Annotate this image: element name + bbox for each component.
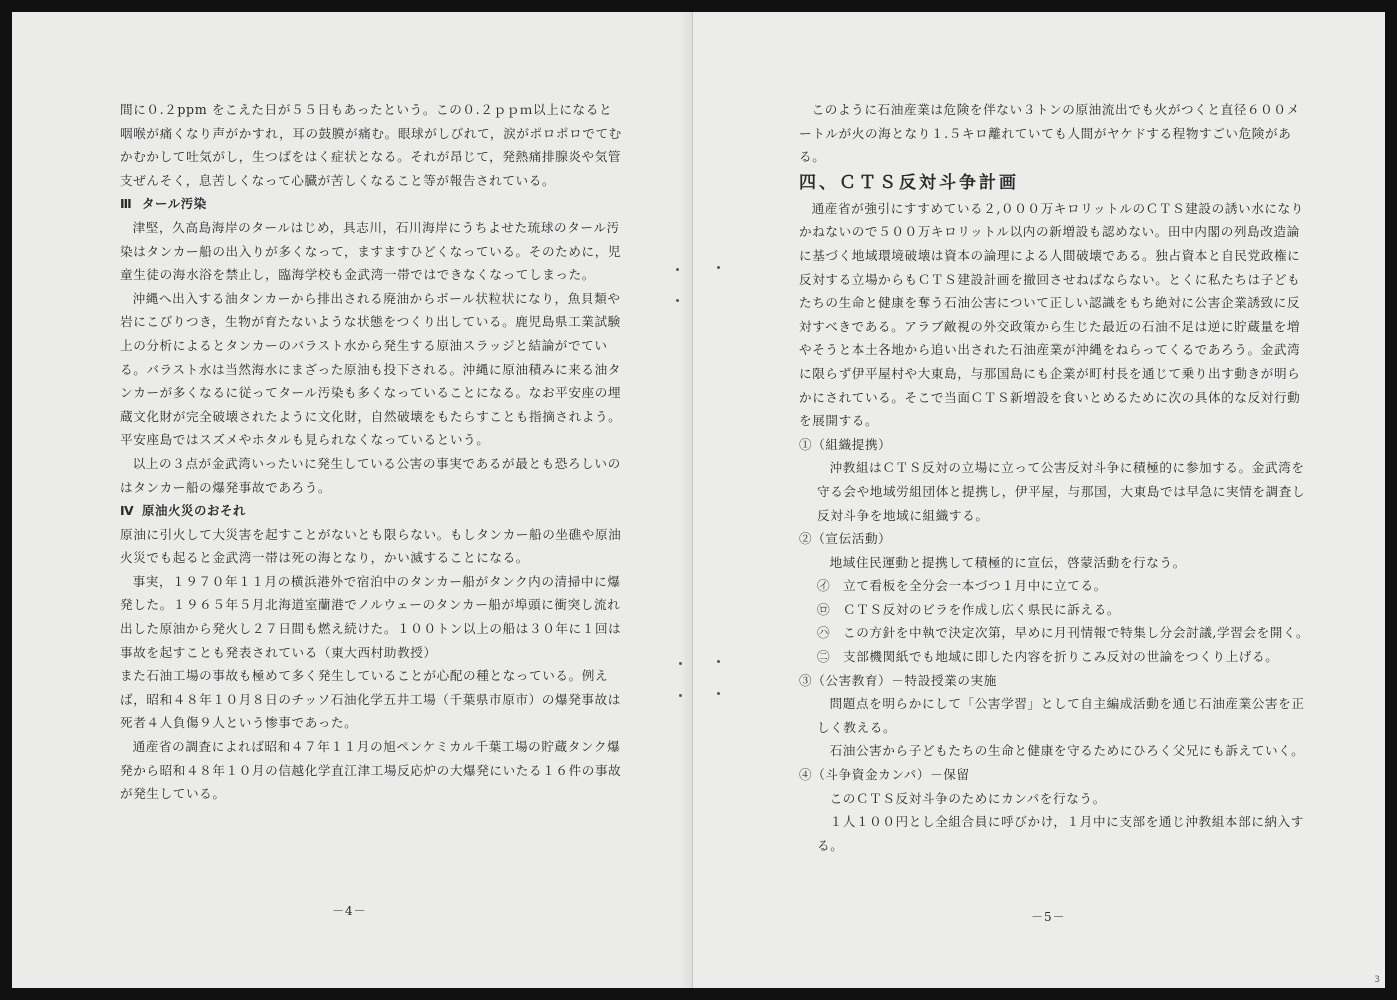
left-page [12,12,693,988]
left-paragraph-3: 沖縄へ出入する油タンカーから排出される廃油からボール状粒状になり，魚貝類や岩にこびりつき，生物が育たないような状態をつくり出している。鹿児島県工業試験上の分析によるとタンカーのバラスト水から発生する原油スラッジと結論がでている。バラスト水は当然海水にまざった原油も投下される。沖縄に原油積みに来る油タンカーが多くなるに従ってタール汚染も多くなっていることになる。なお平安座の埋蔵文化財が完全破壊されたように文化財，自然破壊をもたらすことも指摘されよう。 [120,290,622,424]
section-title: 原油火災のおそれ [142,503,246,519]
item-title: （宣伝活動） [812,531,892,547]
plan-item-1-body: 沖教組はＣＴＳ反対の立場に立って公害反対斗争に積極的に参加する。金武湾を守る会や地域労組団体と提携し，伊平屋，与那国，大東島では早急に実情を調査し反対斗争を地域に組織する。 [817,460,1306,523]
item-title: （斗争資金カンパ）－保留 [812,767,970,783]
plan-item-3 [799,669,1311,693]
binding-hole [717,266,720,269]
item-marker: ① [799,436,813,452]
left-paragraph-9: 通産省の調査によれば昭和４７年１１月の旭ペンケミカル千葉工場の貯蔵タンク爆発から昭和４８年１０月の信越化学直江津工場反応炉の大爆発にいたる１６件の事故が発生している。 [120,739,622,802]
item-marker: ④ [799,767,813,783]
binding-hole [717,692,720,695]
left-paragraph-6: 原油に引火して大災害を起すことがないとも限らない。もしタンカー船の坐礁や原油火災でも起ると金武湾一帯は死の海となり，かい滅することになる。 [120,526,622,566]
left-paragraph-4: 平安座島ではスズメやホタルも見られなくなっているという。 [120,432,490,448]
corner-mark: 3 [1374,975,1380,985]
subitem-marker: ㋩ [817,625,831,641]
left-paragraph-5: 以上の３点が金武湾いったいに発生している公害の事実であるが最とも恐ろしいのはタンカー船の爆発事故であろう。 [120,455,621,495]
subitem-text: この方針を中執で決定次第，早めに月刊情報で特集し分会討議,学習会を開く。 [843,625,1310,641]
plan-item-3-body-2: 石油公害から子どもたちの生命と健康を守るためにひろく父兄にも訴えていく。 [829,743,1305,759]
plan-item-2 [799,527,1311,551]
plan-subitem [799,598,1311,622]
item-marker: ③ [799,672,813,688]
plan-item-4-body-2: １人１００円とし全組合員に呼びかけ，１月中に支部を通じ沖教組本部に納入する。 [817,814,1305,853]
left-paragraph-8: また石油工場の事故も極めて多く発生していることが心配の種となっている。例えば，昭和４８年１０月８日のチッソ石油化学五井工場（千葉県市原市）の爆発事故は死者４人負傷９人という惨事であった。 [120,668,621,731]
left-paragraph-2: 津堅，久高島海岸のタールはじめ，具志川，石川海岸にうちよせた琉球のタール汚染はタンカー船の出入りが多くなって，ますますひどくなっている。そのために，児童生徒の海水浴を禁止し，臨海学校も金武湾一帯ではできなくなってしまった。 [120,219,622,283]
plan-subitem [799,621,1311,645]
subitem-marker: ㊁ [817,649,831,665]
subitem-marker: ㋺ [817,601,831,617]
plan-item-2-body: 地域住民運動と提携して積極的に宣伝，啓蒙活動を行なう。 [829,554,1186,570]
left-paragraph-7: 事実，１９７０年１１月の横浜港外で宿泊中のタンカー船がタンク内の清掃中に爆発した。１９６５年５月北海道室蘭港でノルウェーのタンカー船が埠頭に衝突し流れ出した原油から発火し２７日間も燃え続けた。１００トン以上の船は３０年に１回は事故を起すことも発表されている（東大西村助教授） [120,573,622,660]
plan-item-3-body: 問題点を明らかにして「公害学習」として自主編成活動を通じ石油産業公害を正しく教える。 [817,696,1305,735]
plan-subitem [799,574,1311,598]
subitem-text: 立て看板を全分会一本づつ１月中に立てる。 [843,578,1107,594]
section-title: タール汚染 [142,196,207,212]
section-number: Ⅳ [120,503,135,519]
right-text-column [799,98,1311,857]
plan-item-1 [799,433,1311,457]
section-heading-tar [120,192,622,216]
section-heading-fire [120,499,622,523]
binding-hole [676,268,679,271]
plan-item-4-body: このＣＴＳ反対斗争のためにカンパを行なう。 [829,790,1106,806]
subitem-text: ＣＴＳ反対のビラを作成し広く県民に訴える。 [843,601,1121,617]
chapter-heading: 四、ＣＴＳ反対斗争計画 [799,172,1019,193]
page-number: －5－ [1031,910,1066,924]
right-page [693,12,1385,988]
left-paragraph-1: 間に０.２ppm をこえた日が５５日もあったという。この０.２ｐｐｍ以上になると咽喉が痛くなり声がかすれ，耳の鼓膜が痛む。眼球がしびれて，涙がポロポロでてむかむかして吐気がし，生つばをはく症状となる。それが昂じて，発熱痛排腺炎や気管支ぜんそく，息苦しくなって心臓が苦しくなること等が報告されている。 [120,102,622,188]
left-text-column [120,98,622,806]
plan-subitem [799,645,1311,669]
item-title: （公害教育）－特設授業の実施 [812,672,997,688]
right-paragraph-2: 通産省が強引にすすめている２,０００万キロリットルのＣＴＳ建設の誘い水になりかねないので５００万キロリットル以内の新増設も認めない。田中内閣の列島改造論に基づく地域環境破壊は資本の論理による人間破壊である。独占資本と自民党政権に反対する立場からもＣＴＳ建設計画を撤回させねばならない。とくに私たちは子どもたちの生命と健康を奪う石油公害について正しい認識をもち絶対に公害企業誘致に反対すべきである。アラブ敵視の外交政策から生じた最近の石油不足は逆に貯蔵量を増やそうと本土各地から追い出された石油産業が沖縄をねらってくるであろう。金武湾に限らず伊平屋村や大東島，与那国島にも企業が町村長を通じて乗り出す動きが明らかにされている。そこで当面ＣＴＳ新増設を食いとめるために次の具体的な反対行動を展開する。 [799,200,1304,429]
document-spread [12,12,1385,988]
subitem-text: 支部機関紙でも地域に即した内容を折りこみ反対の世論をつくり上げる。 [843,649,1279,665]
plan-item-4 [799,763,1311,787]
right-paragraph-1: このように石油産業は危険を伴ない３トンの原油流出でも火がつくと直径６００メートルが火の海となり１.５キロ離れていても人間がヤケドする程物すごい危険がある。 [799,102,1300,165]
subitem-marker: ㋑ [817,578,831,594]
item-title: （組織提携） [812,436,892,452]
page-number: －4－ [332,904,367,918]
binding-hole [676,299,679,302]
binding-hole [717,660,720,663]
section-number: Ⅲ [120,196,133,212]
item-marker: ② [799,531,813,547]
